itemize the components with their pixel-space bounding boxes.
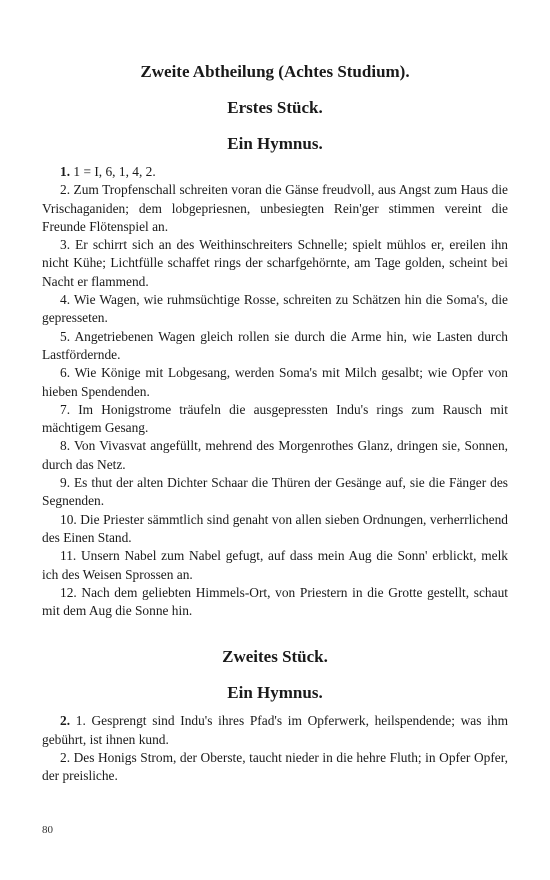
verse-text: 1. Gesprengt sind Indu's ihres Pfad's im Opferwerk, heilspendende; was ihm gebührt, ist ihnen kund.	[42, 713, 508, 747]
hymn-number: 2.	[60, 713, 71, 729]
verse-1	[42, 163, 508, 181]
verse-2: 2. Des Honigs Strom, der Oberste, taucht nieder in die hehre Fluth; in Opfer Opfer, der preisliche.	[42, 750, 508, 784]
verse-12: 12. Nach dem geliebten Himmels-Ort, von Priestern in die Grotte gestellt, schaut mit dem Aug die Sonne hin.	[42, 584, 508, 619]
section1-subtitle: Ein Hymnus.	[227, 134, 323, 153]
division-heading: Zweite Abtheilung (Achtes Studium).	[140, 62, 410, 81]
section1-title: Erstes Stück.	[227, 98, 323, 117]
section2-body	[42, 712, 508, 785]
hymn-number: 1.	[60, 164, 71, 179]
verse-5: 5. Angetriebenen Wagen gleich rollen sie durch die Arme hin, wie Lasten durch Lastfördernde.	[42, 328, 508, 362]
verse-7: 7. Im Honigstrome träufeln die ausgepressten Indu's rings zum Rausch mit mächtigem Gesang.	[42, 401, 508, 436]
section2-subtitle: Ein Hymnus.	[227, 683, 323, 703]
verse-6: 6. Wie Könige mit Lobgesang, werden Soma's mit Milch gesalbt; wie Opfer von hieben Spendenden.	[42, 365, 508, 399]
verse-11: 11. Unsern Nabel zum Nabel gefugt, auf dass mein Aug die Sonn' erblickt, melk ich des Weisen Sprossen an.	[42, 548, 508, 582]
page-number: 80	[42, 824, 53, 836]
section1-body	[42, 163, 508, 620]
verse-8: 8. Von Vivasvat angefüllt, mehrend des Morgenrothes Glanz, dringen sie, Sonnen, durch das Netz.	[42, 438, 508, 472]
verse-3: 3. Er schirrt sich an des Weithinschreiters Schnelle; spielt mühlos er, ereilen ihn nicht Kühe; Lichtfülle schaffet rings der scharfgehörnte, am Tage golden, scheint bei Nacht er flammend.	[42, 237, 508, 289]
verse-9: 9. Es thut der alten Dichter Schaar die Thüren der Gesänge auf, sie die Fänger des Segnenden.	[42, 475, 508, 509]
verse-4: 4. Wie Wagen, wie ruhmsüchtige Rosse, schreiten zu Schätzen hin die Soma's, die gepresseten.	[42, 292, 508, 326]
verse-text: 1 = I, 6, 1, 4, 2.	[70, 164, 156, 179]
verse-2: 2. Zum Tropfenschall schreiten voran die Gänse freudvoll, aus Angst zum Haus die Vrischaganiden; dem lobgepriesnen, unbesiegten Rein'ger stimmen vereint die Freunde Flötenspiel an.	[42, 182, 508, 234]
section2-title: Zweites Stück.	[222, 647, 328, 667]
verse-10: 10. Die Priester sämmtlich sind genaht von allen sieben Ordnungen, verherrlichend des Einen Stand.	[42, 511, 508, 545]
document-page	[42, 60, 508, 786]
verse-1	[42, 712, 508, 749]
